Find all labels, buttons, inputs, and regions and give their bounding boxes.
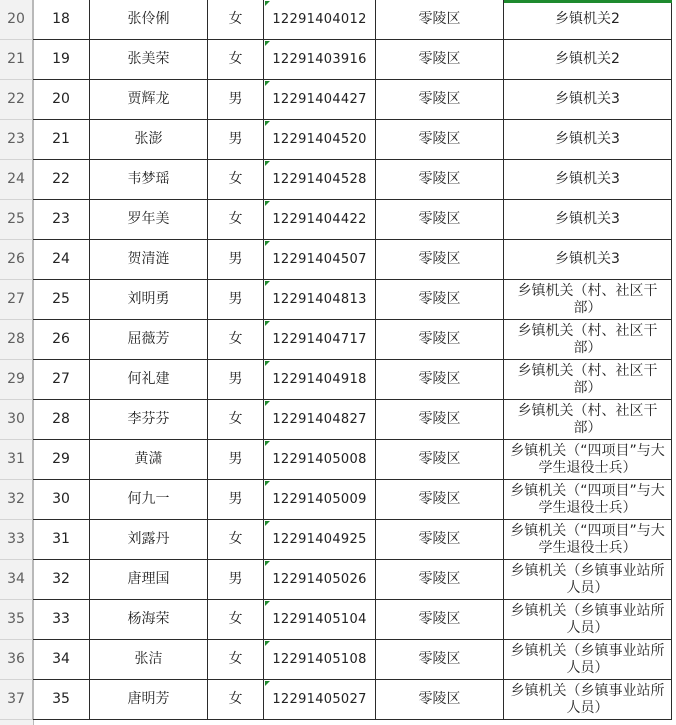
cell-name-text: 何礼建	[127, 371, 170, 387]
cell-sequence-number-text: 31	[52, 531, 70, 547]
cell-exam-number[interactable]	[264, 520, 376, 560]
cell-district-text: 零陵区	[418, 91, 461, 107]
table-row	[0, 600, 676, 640]
cell-district[interactable]	[376, 640, 504, 680]
cell-sequence-number[interactable]	[33, 240, 90, 280]
cell-name-text: 贾辉龙	[127, 91, 170, 107]
cell-exam-number[interactable]	[264, 40, 376, 80]
row-number-header[interactable]: 32	[0, 480, 33, 520]
cell-sequence-number-text: 18	[52, 11, 70, 27]
cell-sequence-number[interactable]	[33, 560, 90, 600]
cell-district[interactable]	[376, 240, 504, 280]
cell-district[interactable]	[376, 400, 504, 440]
cell-exam-number[interactable]	[264, 600, 376, 640]
cell-exam-number-text: 12291404528	[272, 172, 367, 187]
cell-unit-text: 乡镇机关（乡镇事业站所人员）	[510, 602, 665, 636]
table-row	[0, 200, 676, 240]
cell-unit[interactable]	[504, 0, 672, 40]
cell-district[interactable]	[376, 160, 504, 200]
cell-unit[interactable]	[504, 280, 672, 320]
cell-sequence-number[interactable]	[33, 640, 90, 680]
cell-sequence-number-text: 20	[52, 91, 70, 107]
cell-unit[interactable]	[504, 240, 672, 280]
cell-gender[interactable]	[208, 440, 264, 480]
cell-sequence-number-text: 30	[52, 491, 70, 507]
cell-gender-text: 女	[228, 651, 243, 667]
row-number-header[interactable]: 33	[0, 520, 33, 560]
cell-exam-number-text: 12291404427	[272, 92, 367, 107]
cell-gender-text: 女	[228, 611, 243, 627]
cell-gender-text: 男	[228, 371, 243, 387]
cell-name[interactable]	[90, 320, 208, 360]
cell-exam-number-text: 12291405027	[272, 692, 367, 707]
cell-name[interactable]	[90, 680, 208, 720]
cell-district[interactable]	[376, 200, 504, 240]
cell-gender[interactable]	[208, 200, 264, 240]
cell-exam-number-text: 12291404925	[272, 532, 367, 547]
cell-sequence-number[interactable]	[33, 120, 90, 160]
row-number-header[interactable]: 36	[0, 640, 33, 680]
cell-sequence-number-text: 26	[52, 331, 70, 347]
cell-district[interactable]	[376, 80, 504, 120]
cell-unit-text: 乡镇机关2	[555, 51, 620, 67]
cell-name-text: 张澎	[134, 131, 163, 147]
cell-name[interactable]	[90, 240, 208, 280]
cell-name-text: 屈薇芳	[127, 331, 170, 347]
cell-name[interactable]	[90, 560, 208, 600]
table-row	[0, 160, 676, 200]
table-row	[0, 0, 676, 40]
table-row	[0, 440, 676, 480]
cell-sequence-number-text: 34	[52, 651, 70, 667]
cell-name[interactable]	[90, 640, 208, 680]
cell-gender-text: 男	[228, 451, 243, 467]
row-number-header[interactable]: 21	[0, 40, 33, 80]
cell-sequence-number[interactable]	[33, 480, 90, 520]
cell-sequence-number[interactable]	[33, 200, 90, 240]
cell-gender-text: 女	[228, 331, 243, 347]
cell-gender-text: 男	[228, 571, 243, 587]
cell-sequence-number-text: 35	[52, 691, 70, 707]
cell-name[interactable]	[90, 40, 208, 80]
cell-name[interactable]	[90, 80, 208, 120]
cell-unit[interactable]	[504, 480, 672, 520]
cell-unit-text: 乡镇机关3	[555, 251, 620, 267]
cell-sequence-number-text: 33	[52, 611, 70, 627]
cell-district[interactable]	[376, 680, 504, 720]
cell-exam-number[interactable]	[264, 360, 376, 400]
selected-cell-border	[504, 0, 672, 3]
cell-exam-number[interactable]	[264, 680, 376, 720]
cell-unit-text: 乡镇机关（乡镇事业站所人员）	[510, 642, 665, 676]
cell-name-text: 唐明芳	[127, 691, 170, 707]
cell-unit-text: 乡镇机关（村、社区干部）	[517, 282, 658, 316]
cell-district[interactable]	[376, 360, 504, 400]
cell-sequence-number[interactable]	[33, 280, 90, 320]
row-number-header[interactable]: 25	[0, 200, 33, 240]
row-number-header[interactable]: 29	[0, 360, 33, 400]
cell-name-text: 何九一	[127, 491, 170, 507]
cell-gender-text: 女	[228, 691, 243, 707]
cell-exam-number[interactable]	[264, 80, 376, 120]
cell-gender[interactable]	[208, 160, 264, 200]
cell-gender[interactable]	[208, 600, 264, 640]
cell-name-text: 张伶俐	[127, 11, 170, 27]
row-number-header[interactable]: 31	[0, 440, 33, 480]
row-number-header[interactable]: 30	[0, 400, 33, 440]
cell-gender[interactable]	[208, 40, 264, 80]
row-number-header[interactable]: 24	[0, 160, 33, 200]
cell-sequence-number[interactable]	[33, 160, 90, 200]
cell-exam-number-text: 12291404422	[272, 212, 367, 227]
cell-sequence-number[interactable]	[33, 320, 90, 360]
table-row	[0, 400, 676, 440]
cell-unit-text: 乡镇机关（乡镇事业站所人员）	[510, 682, 665, 716]
row-number-header[interactable]: 20	[0, 0, 33, 40]
cell-exam-number[interactable]	[264, 400, 376, 440]
cell-name-text: 刘明勇	[127, 291, 170, 307]
cell-exam-number[interactable]	[264, 440, 376, 480]
table-row	[0, 280, 676, 320]
cell-district-text: 零陵区	[418, 651, 461, 667]
row-number-header[interactable]: 23	[0, 120, 33, 160]
cell-name[interactable]	[90, 200, 208, 240]
right-edge	[672, 0, 676, 725]
cell-gender-text: 男	[228, 91, 243, 107]
cell-name[interactable]	[90, 600, 208, 640]
cell-sequence-number[interactable]	[33, 440, 90, 480]
cell-sequence-number-text: 24	[52, 251, 70, 267]
cell-exam-number-text: 12291404520	[272, 132, 367, 147]
cell-unit[interactable]	[504, 360, 672, 400]
cell-exam-number-text: 12291404717	[272, 332, 367, 347]
cell-unit-text: 乡镇机关（乡镇事业站所人员）	[510, 562, 665, 596]
cell-gender[interactable]	[208, 360, 264, 400]
row-number-header[interactable]: 34	[0, 560, 33, 600]
cell-unit-text: 乡镇机关（村、社区干部）	[517, 362, 658, 396]
cell-name-text: 黄潇	[134, 451, 163, 467]
cell-name[interactable]	[90, 400, 208, 440]
cell-gender[interactable]	[208, 240, 264, 280]
cell-name[interactable]	[90, 160, 208, 200]
cell-exam-number[interactable]	[264, 120, 376, 160]
table-row	[0, 80, 676, 120]
cell-sequence-number[interactable]	[33, 80, 90, 120]
table-row	[0, 240, 676, 280]
cell-unit[interactable]	[504, 200, 672, 240]
cell-sequence-number[interactable]	[33, 600, 90, 640]
cell-district-text: 零陵区	[418, 211, 461, 227]
cell-unit-text: 乡镇机关（“四项目”与大学生退役士兵）	[510, 482, 665, 516]
cell-exam-number-text: 12291404918	[272, 372, 367, 387]
cell-sequence-number[interactable]	[33, 360, 90, 400]
cell-gender-text: 女	[228, 531, 243, 547]
cell-district-text: 零陵区	[418, 171, 461, 187]
cell-name-text: 张美荣	[127, 51, 170, 67]
cell-exam-number[interactable]	[264, 640, 376, 680]
cell-name-text: 罗年美	[127, 211, 170, 227]
cell-district-text: 零陵区	[418, 691, 461, 707]
cell-district-text: 零陵区	[418, 611, 461, 627]
cell-gender-text: 男	[228, 291, 243, 307]
cell-name-text: 刘露丹	[127, 531, 170, 547]
cell-district[interactable]	[376, 320, 504, 360]
cell-unit[interactable]	[504, 120, 672, 160]
cell-exam-number[interactable]	[264, 480, 376, 520]
cell-gender[interactable]	[208, 320, 264, 360]
cell-unit-text: 乡镇机关3	[555, 91, 620, 107]
cell-district-text: 零陵区	[418, 571, 461, 587]
cell-exam-number[interactable]	[264, 160, 376, 200]
cell-district-text: 零陵区	[418, 531, 461, 547]
cell-gender-text: 男	[228, 251, 243, 267]
cell-gender-text: 女	[228, 211, 243, 227]
cell-district[interactable]	[376, 440, 504, 480]
cell-unit[interactable]	[504, 40, 672, 80]
cell-district-text: 零陵区	[418, 51, 461, 67]
table-row	[0, 360, 676, 400]
cell-district-text: 零陵区	[418, 331, 461, 347]
cell-gender[interactable]	[208, 560, 264, 600]
cell-gender-text: 女	[228, 411, 243, 427]
cell-district-text: 零陵区	[418, 371, 461, 387]
cell-unit[interactable]	[504, 160, 672, 200]
row-number-header[interactable]: 37	[0, 680, 33, 720]
cell-unit[interactable]	[504, 440, 672, 480]
cell-sequence-number-text: 29	[52, 451, 70, 467]
cell-sequence-number-text: 25	[52, 291, 70, 307]
cell-unit[interactable]	[504, 400, 672, 440]
cell-district-text: 零陵区	[418, 451, 461, 467]
table-row	[0, 560, 676, 600]
cell-unit[interactable]	[504, 560, 672, 600]
cell-sequence-number-text: 21	[52, 131, 70, 147]
cell-district[interactable]	[376, 120, 504, 160]
table-row	[0, 120, 676, 160]
cell-unit-text: 乡镇机关3	[555, 131, 620, 147]
cell-exam-number-text: 12291405008	[272, 452, 367, 467]
cell-gender[interactable]	[208, 120, 264, 160]
cell-sequence-number[interactable]	[33, 680, 90, 720]
cell-sequence-number-text: 23	[52, 211, 70, 227]
row-number-header[interactable]: 27	[0, 280, 33, 320]
table-row	[0, 640, 676, 680]
cell-exam-number[interactable]	[264, 560, 376, 600]
cell-gender-text: 男	[228, 131, 243, 147]
cell-sequence-number[interactable]	[33, 520, 90, 560]
cell-gender[interactable]	[208, 0, 264, 40]
cell-gender[interactable]	[208, 480, 264, 520]
cell-unit[interactable]	[504, 600, 672, 640]
cell-sequence-number-text: 19	[52, 51, 70, 67]
cell-gender-text: 女	[228, 51, 243, 67]
cell-name[interactable]	[90, 0, 208, 40]
cell-gender-text: 男	[228, 491, 243, 507]
cell-district[interactable]	[376, 280, 504, 320]
cell-unit[interactable]	[504, 320, 672, 360]
table-row	[0, 680, 676, 720]
table-row	[0, 480, 676, 520]
cell-gender-text: 女	[228, 11, 243, 27]
cell-name[interactable]	[90, 120, 208, 160]
cell-unit[interactable]	[504, 680, 672, 720]
cell-exam-number-text: 12291404813	[272, 292, 367, 307]
cell-exam-number[interactable]	[264, 240, 376, 280]
row-number-header[interactable]: 22	[0, 80, 33, 120]
cell-unit[interactable]	[504, 520, 672, 560]
cell-name-text: 张洁	[134, 651, 163, 667]
cell-district[interactable]	[376, 520, 504, 560]
cell-unit-text: 乡镇机关（村、社区干部）	[517, 402, 658, 436]
cell-name-text: 韦梦瑶	[127, 171, 170, 187]
cell-district[interactable]	[376, 40, 504, 80]
cell-exam-number[interactable]	[264, 320, 376, 360]
cell-name-text: 李芬芬	[127, 411, 170, 427]
row-number-header[interactable]: 26	[0, 240, 33, 280]
cell-unit[interactable]	[504, 80, 672, 120]
cell-district-text: 零陵区	[418, 11, 461, 27]
cell-sequence-number-text: 32	[52, 571, 70, 587]
cell-district[interactable]	[376, 480, 504, 520]
cell-gender[interactable]	[208, 280, 264, 320]
cell-name[interactable]	[90, 440, 208, 480]
cell-name-text: 杨海荣	[127, 611, 170, 627]
cell-district[interactable]	[376, 560, 504, 600]
cell-district-text: 零陵区	[418, 411, 461, 427]
cell-sequence-number-text: 22	[52, 171, 70, 187]
table-row	[0, 520, 676, 560]
cell-name-text: 唐理国	[127, 571, 170, 587]
cell-name-text: 贺清涟	[127, 251, 170, 267]
cell-exam-number-text: 12291404827	[272, 412, 367, 427]
cell-exam-number-text: 12291405009	[272, 492, 367, 507]
cell-unit-text: 乡镇机关（村、社区干部）	[517, 322, 658, 356]
cell-district[interactable]	[376, 600, 504, 640]
table-row	[0, 320, 676, 360]
cell-gender[interactable]	[208, 400, 264, 440]
cell-sequence-number[interactable]	[33, 40, 90, 80]
cell-sequence-number[interactable]	[33, 400, 90, 440]
cell-exam-number[interactable]	[264, 0, 376, 40]
cell-sequence-number-text: 28	[52, 411, 70, 427]
cell-gender[interactable]	[208, 640, 264, 680]
cell-exam-number-text: 12291404012	[272, 12, 367, 27]
cell-unit-text: 乡镇机关3	[555, 171, 620, 187]
cell-gender-text: 女	[228, 171, 243, 187]
cell-exam-number-text: 12291404507	[272, 252, 367, 267]
table-row	[0, 40, 676, 80]
cell-name[interactable]	[90, 360, 208, 400]
row-number-header[interactable]: 28	[0, 320, 33, 360]
cell-district-text: 零陵区	[418, 491, 461, 507]
cell-gender[interactable]	[208, 520, 264, 560]
cell-unit[interactable]	[504, 640, 672, 680]
cell-name[interactable]	[90, 280, 208, 320]
cell-district-text: 零陵区	[418, 291, 461, 307]
row-number-header[interactable]: 35	[0, 600, 33, 640]
cell-exam-number-text: 12291403916	[272, 52, 367, 67]
cell-district-text: 零陵区	[418, 251, 461, 267]
cell-sequence-number-text: 27	[52, 371, 70, 387]
cell-unit-text: 乡镇机关（“四项目”与大学生退役士兵）	[510, 442, 665, 476]
cell-sequence-number[interactable]	[33, 0, 90, 40]
cell-exam-number-text: 12291405108	[272, 652, 367, 667]
cell-exam-number[interactable]	[264, 280, 376, 320]
cell-district-text: 零陵区	[418, 131, 461, 147]
cell-unit-text: 乡镇机关2	[555, 11, 620, 27]
cell-exam-number-text: 12291405104	[272, 612, 367, 627]
cell-unit-text: 乡镇机关（“四项目”与大学生退役士兵）	[510, 522, 665, 556]
cell-unit-text: 乡镇机关3	[555, 211, 620, 227]
cell-exam-number-text: 12291405026	[272, 572, 367, 587]
cell-exam-number[interactable]	[264, 200, 376, 240]
cell-district[interactable]	[376, 0, 504, 40]
cell-gender[interactable]	[208, 80, 264, 120]
cell-gender[interactable]	[208, 680, 264, 720]
cell-name[interactable]	[90, 520, 208, 560]
cell-name[interactable]	[90, 480, 208, 520]
